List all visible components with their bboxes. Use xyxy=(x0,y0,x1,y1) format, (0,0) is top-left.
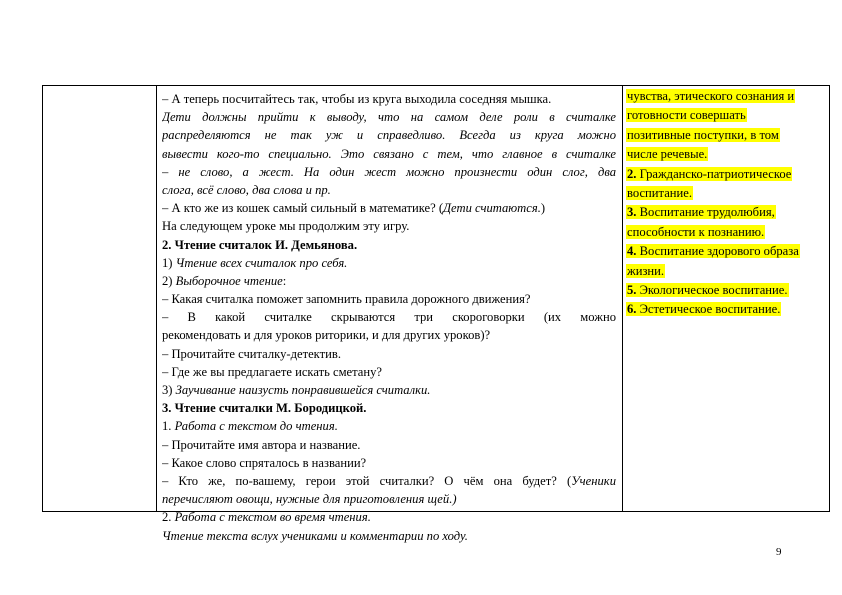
lesson-line: 2. Работа с текстом во время чтения. xyxy=(162,510,371,525)
goals-text xyxy=(626,87,823,320)
lesson-text xyxy=(162,90,616,545)
lesson-line: рекомендовать и для уроков риторики, и для других уроков)? xyxy=(162,328,491,343)
goal-line xyxy=(626,106,823,125)
goal-line-text: готовности совершать xyxy=(627,108,746,123)
goal-line xyxy=(626,165,823,184)
lesson-line: – Где же вы предлагаете искать сметану? xyxy=(162,364,383,379)
goal-line-text: 6. Эстетическое воспитание. xyxy=(627,302,781,317)
goal-line xyxy=(626,184,823,203)
goal-line xyxy=(626,281,823,300)
page-number: 9 xyxy=(776,546,782,558)
goal-line xyxy=(626,242,823,261)
lesson-line: – Прочитайте считалку-детектив. xyxy=(162,346,341,361)
lesson-line: – Какое слово спряталось в названии? xyxy=(162,455,367,470)
lesson-line: – не слово, а жест. На один жест можно произнести один слог, два xyxy=(162,164,616,179)
lesson-line: – Какая считалка поможет запомнить правила дорожного движения? xyxy=(162,292,531,307)
goal-line xyxy=(626,262,823,281)
goal-line-text: способности к познанию. xyxy=(627,224,765,239)
lesson-line: На следующем уроке мы продолжим эту игру. xyxy=(162,219,410,234)
lesson-line: Чтение текста вслух учениками и комментарии по ходу. xyxy=(162,528,468,543)
stage-column xyxy=(43,86,157,511)
lesson-line: 2) Выборочное чтение: xyxy=(162,273,287,288)
lesson-line: – В какой считалке скрываются три скороговорки (их можно xyxy=(162,310,616,325)
lesson-line: Дети должны прийти к выводу, что на самом деле роли в считалке xyxy=(162,110,616,125)
lesson-line: 1) Чтение всех считалок про себя. xyxy=(162,255,348,270)
goal-line-text: 2. Гражданско-патриотическое xyxy=(627,166,792,181)
goal-line-text: чувства, этического сознания и xyxy=(627,89,795,103)
goal-line-text: 5. Экологическое воспитание. xyxy=(627,282,788,297)
goal-line-text: числе речевые. xyxy=(627,147,708,162)
lesson-line: слога, всё слово, два слова и пр. xyxy=(162,182,331,197)
lesson-line: перечисляют овощи, нужные для приготовления щей.) xyxy=(162,492,457,507)
goal-line-text: 3. Воспитание трудолюбия, xyxy=(627,205,775,220)
lesson-line: 3. Чтение считалки М. Бородицкой. xyxy=(162,401,367,416)
lesson-line: – Прочитайте имя автора и название. xyxy=(162,437,361,452)
goal-line xyxy=(626,145,823,164)
goal-line xyxy=(626,203,823,222)
goal-line xyxy=(626,300,823,319)
lesson-line: распределяются не так уж и справедливо. Всегда из круга можно xyxy=(162,128,616,143)
goal-line-text: жизни. xyxy=(627,263,665,278)
goals-column xyxy=(623,86,829,511)
lesson-line: вывести кого-то специально. Это связано с тем, что главное в считалке xyxy=(162,146,616,161)
goal-line-text: воспитание. xyxy=(627,185,693,200)
lesson-table xyxy=(42,85,830,543)
content-column xyxy=(157,86,623,543)
lesson-line: 3) Заучивание наизусть понравившейся считалки. xyxy=(162,383,431,397)
lesson-line: – Кто же, по-вашему, герои этой считалки? О чём она будет? (Ученики xyxy=(162,473,616,488)
goal-line-text: 4. Воспитание здорового образа xyxy=(627,244,799,259)
lesson-line: 1. Работа с текстом до чтения. xyxy=(162,419,338,434)
lesson-line: – А кто же из кошек самый сильный в математике? (Дети считаются.) xyxy=(162,201,546,216)
goal-line xyxy=(626,223,823,242)
goal-line xyxy=(626,87,823,106)
lesson-line: 2. Чтение считалок И. Демьянова. xyxy=(162,237,358,252)
goal-line-text: позитивные поступки, в том xyxy=(627,127,779,142)
lesson-line: – А теперь посчитайтесь так, чтобы из круга выходила соседняя мышка. xyxy=(162,92,552,106)
goal-line xyxy=(626,126,823,145)
